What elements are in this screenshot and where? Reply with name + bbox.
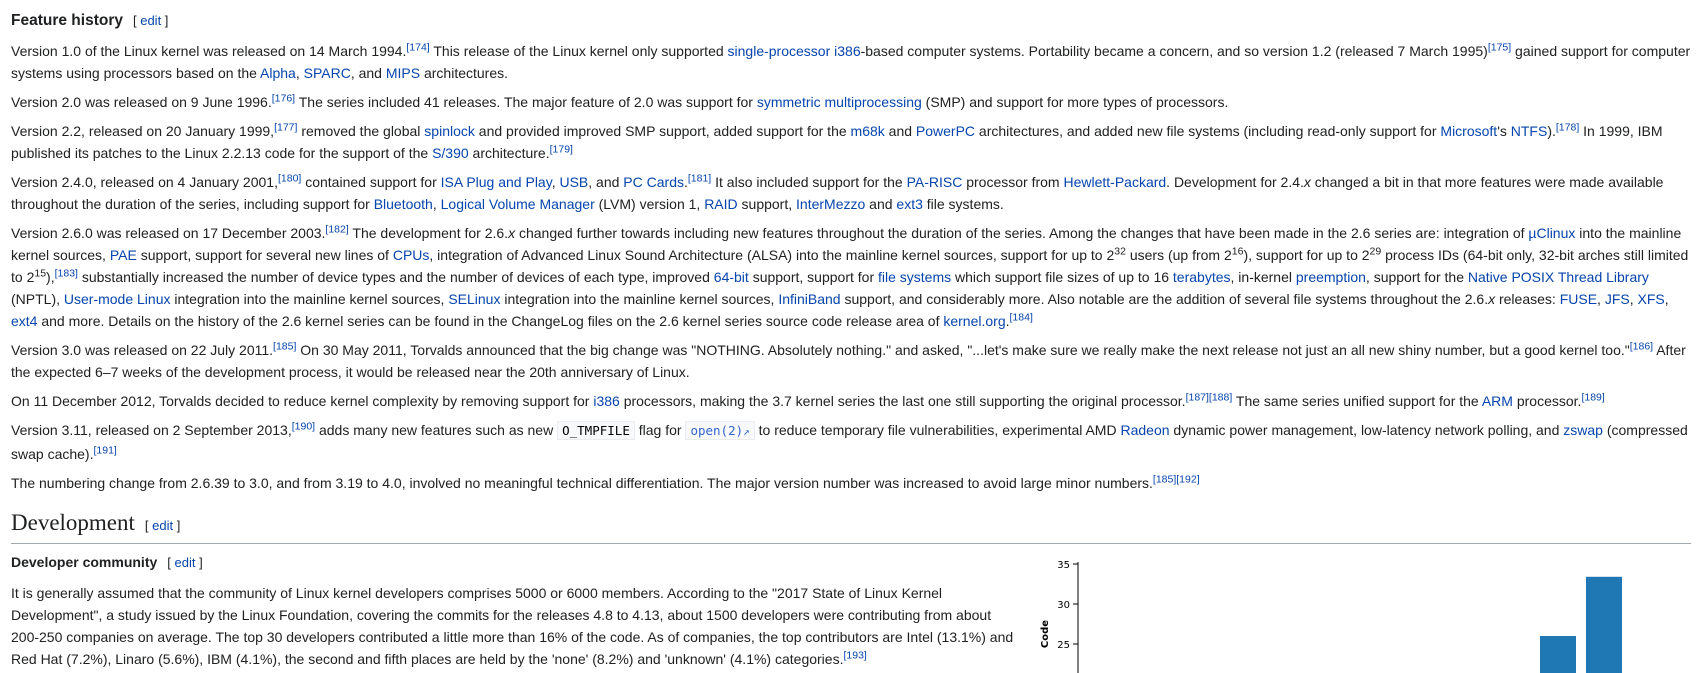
text: changed a bit in that more features were made available throughout the duration of the series, including support for <box>11 174 1664 212</box>
ref <box>1630 340 1653 352</box>
feature-history-heading <box>11 10 1691 32</box>
ref <box>1556 121 1579 133</box>
text: Version 2.6.0 was released on 17 December 2003. <box>11 225 326 241</box>
ref-link[interactable]: [178] <box>1555 121 1580 134</box>
text: ). <box>1547 123 1556 139</box>
link-pae[interactable]: PAE <box>109 247 137 263</box>
paragraph-v1 <box>11 40 1691 84</box>
text: , integration of Advanced Linux Sound Architecture (ALSA) into the mainline kernel sources, support for up to 2 <box>429 247 1115 263</box>
link-preemption[interactable]: preemption <box>1295 269 1366 285</box>
text: Version 1.0 of the Linux kernel was released on 14 March 1994. <box>11 43 407 59</box>
ref <box>843 649 866 661</box>
paragraph-v26 <box>11 222 1691 332</box>
section-title: Feature history <box>11 12 123 29</box>
text: , in-kernel <box>1230 269 1296 285</box>
text: file systems. <box>922 196 1004 212</box>
ref-link[interactable]: [183] <box>54 267 78 280</box>
ref-link[interactable]: [189] <box>1581 391 1605 404</box>
text: substantially increased the number of device types and the number of devices of each type, improved <box>77 269 714 285</box>
edit-section: [ edit ] <box>132 13 169 28</box>
text: , <box>1597 291 1605 307</box>
ref <box>1186 391 1233 403</box>
text: integration into the mainline kernel sources, <box>170 291 449 307</box>
link-s390[interactable]: S/390 <box>432 145 469 161</box>
developer-community-column <box>11 552 1016 670</box>
ref-link[interactable]: [185] <box>273 340 297 353</box>
edit-section: [ edit ] <box>144 518 181 533</box>
text: . Development for 2.4. <box>1166 174 1304 190</box>
paragraph-v22 <box>11 120 1691 164</box>
text: This release of the Linux kernel only supported <box>429 43 728 59</box>
exponent: 15 <box>34 267 47 280</box>
link-selinux[interactable]: SELinux <box>448 291 501 307</box>
text: , support for the <box>1365 269 1468 285</box>
text: 's <box>1497 123 1511 139</box>
development-heading <box>11 508 1691 544</box>
text: . <box>683 174 688 190</box>
link-arm[interactable]: ARM <box>1481 393 1513 409</box>
ref-link[interactable]: [179] <box>549 143 573 156</box>
text: and <box>865 196 897 212</box>
exponent: 16 <box>1231 245 1244 258</box>
paragraph-v2 <box>11 91 1691 113</box>
link-64-bit[interactable]: 64-bit <box>713 269 749 285</box>
text: into the mainline kernel sources, <box>11 225 1682 263</box>
text: Version 2.0 was released on 9 June 1996. <box>11 94 272 110</box>
external-link-open[interactable] <box>685 421 754 440</box>
text: (NPTL), <box>11 291 64 307</box>
link-cpus[interactable]: CPUs <box>392 247 430 263</box>
ref-link[interactable]: [184] <box>1009 311 1033 324</box>
ref <box>93 444 116 456</box>
section-title: Development <box>11 510 135 535</box>
developer-community-heading <box>11 552 1016 573</box>
link-lvm[interactable]: Logical Volume Manager <box>440 196 595 212</box>
text: ), <box>46 269 55 285</box>
text: In 1999, IBM published its patches to the Linux 2.2.13 code for the support of the <box>11 123 1663 161</box>
link-infiniband[interactable]: InfiniBand <box>778 291 841 307</box>
link-raid[interactable]: RAID <box>704 196 738 212</box>
text: Version 2.2, released on 20 January 1999, <box>11 123 275 139</box>
ref <box>1581 391 1604 403</box>
link-isa-pnp[interactable]: ISA Plug and Play <box>440 174 552 190</box>
text: ), support for up to 2 <box>1243 247 1370 263</box>
link-ntfs[interactable]: NTFS <box>1510 123 1548 139</box>
link-microsoft[interactable]: Microsoft <box>1440 123 1498 139</box>
link-m68k[interactable]: m68k <box>850 123 885 139</box>
link-spinlock[interactable]: spinlock <box>424 123 475 139</box>
link-jfs[interactable]: JFS <box>1604 291 1630 307</box>
link-file-systems[interactable]: file systems <box>878 269 952 285</box>
ref-link[interactable]: [176] <box>271 92 296 105</box>
link-terabytes[interactable]: terabytes <box>1172 269 1231 285</box>
link-bluetooth[interactable]: Bluetooth <box>373 196 433 212</box>
paragraph-i386-removal <box>11 390 1691 412</box>
text: users (up from 2 <box>1125 247 1232 263</box>
text: flag for <box>634 422 686 438</box>
text: process IDs (64-bit only, 32-bit arches still limited to 2 <box>11 247 1689 285</box>
text: It also included support for the <box>711 174 907 190</box>
text: to reduce temporary file vulnerabilities, experimental AMD <box>754 422 1121 438</box>
text: , <box>551 174 560 190</box>
ref <box>273 340 296 352</box>
y-axis-label: Code <box>1040 619 1051 649</box>
text: architectures. <box>420 65 509 81</box>
ref-link[interactable]: [187] <box>1185 391 1209 404</box>
link-pc-cards[interactable]: PC Cards <box>623 174 684 190</box>
text: Version 3.11, released on 2 September 2013, <box>11 422 292 438</box>
text: (compressed swap cache). <box>11 422 1688 462</box>
link-i386-2[interactable]: i386 <box>593 393 620 409</box>
text: (SMP) and support for more types of processors. <box>921 94 1229 110</box>
ref <box>688 172 711 184</box>
link-intermezzo[interactable]: InterMezzo <box>796 196 866 212</box>
text: processor from <box>962 174 1064 190</box>
external-link-icon: ↗ <box>743 425 750 438</box>
link-nptl[interactable]: Native POSIX Thread Library <box>1467 269 1649 285</box>
ref <box>325 223 348 235</box>
text: removed the global <box>297 123 425 139</box>
link-pa-risc[interactable]: PA-RISC <box>906 174 963 190</box>
bar <box>1586 577 1622 673</box>
exponent: 32 <box>1114 245 1126 258</box>
text: x <box>508 225 516 241</box>
text: processor. <box>1512 393 1582 409</box>
ref <box>274 121 297 133</box>
link-smp[interactable]: symmetric multiprocessing <box>756 94 922 110</box>
ref-link[interactable]: [191] <box>93 444 117 457</box>
link-alpha[interactable]: Alpha <box>260 65 296 81</box>
ref <box>1153 473 1200 485</box>
text: x <box>1303 174 1311 190</box>
ref-link[interactable]: [177] <box>274 121 298 134</box>
text: , and <box>588 174 624 190</box>
link-powerpc[interactable]: PowerPC <box>915 123 976 139</box>
text: . <box>1005 313 1010 329</box>
link-hp[interactable]: Hewlett-Packard <box>1063 174 1167 190</box>
y-tick-label: 30 <box>1057 600 1070 611</box>
text: , <box>1664 291 1669 307</box>
text: On 11 December 2012, Torvalds decided to reduce kernel complexity by removing support for <box>11 393 594 409</box>
link-fuse[interactable]: FUSE <box>1559 291 1598 307</box>
link-kernel-org[interactable]: kernel.org <box>943 313 1006 329</box>
text: which support file sizes of up to 16 <box>951 269 1173 285</box>
text: support, <box>737 196 797 212</box>
text: , <box>295 65 304 81</box>
paragraph-v24 <box>11 171 1691 215</box>
ref-link[interactable]: [181] <box>687 172 712 185</box>
link-ext3[interactable]: ext3 <box>896 196 923 212</box>
edit-link[interactable]: edit <box>152 518 174 533</box>
text: The series included 41 releases. The major feature of 2.0 was support for <box>295 94 757 110</box>
ref-link[interactable]: [182] <box>325 223 349 236</box>
bar <box>1540 636 1576 673</box>
text: On 30 May 2011, Torvalds announced that the big change was "NOTHING. Absolutely nothing." and asked, "...let's make sure we really make the next release not just an all new shiny number, but a good kernel too." <box>296 342 1630 358</box>
text: support, support for <box>748 269 878 285</box>
exponent: 29 <box>1369 245 1382 258</box>
link-zswap[interactable]: zswap <box>1563 422 1603 438</box>
text: architectures, and added new file systems (including read-only support for <box>975 123 1441 139</box>
ref-link[interactable]: [188] <box>1208 391 1233 404</box>
text: adds many new features such as new <box>315 422 558 438</box>
y-tick-label: 25 <box>1057 640 1070 651</box>
ref-link[interactable]: [192] <box>1176 473 1200 486</box>
code-o-tmpfile: O_TMPFILE <box>557 421 635 440</box>
edit-link[interactable]: edit <box>174 555 196 570</box>
text: support, support for several new lines of <box>136 247 393 263</box>
ref-link[interactable]: [185] <box>1152 473 1177 486</box>
text: Version 3.0 was released on 22 July 2011. <box>11 342 274 358</box>
contributions-bar-chart <box>1028 556 1668 673</box>
ref <box>1488 41 1511 53</box>
text: architecture. <box>468 145 550 161</box>
external-link-label: open(2) <box>690 423 744 438</box>
link-uclinux[interactable]: µClinux <box>1528 225 1576 241</box>
ref-link[interactable]: [175] <box>1487 41 1512 54</box>
ref-link[interactable]: [193] <box>843 649 867 662</box>
link-single-processor[interactable]: single-processor <box>727 43 831 59</box>
ref-link[interactable]: [186] <box>1629 340 1654 353</box>
text: contained support for <box>301 174 441 190</box>
text: dynamic power management, low-latency network polling, and <box>1169 422 1564 438</box>
text: , <box>1629 291 1638 307</box>
text: The same series unified support for the <box>1232 393 1482 409</box>
text: After the expected 6–7 weeks of the development process, it would be released near the 20th anniversary of Linux. <box>11 342 1686 380</box>
text: processors, making the 3.7 kernel series the last one still supporting the original processor. <box>619 393 1186 409</box>
link-uml[interactable]: User-mode Linux <box>63 291 171 307</box>
text: integration into the mainline kernel sources, <box>500 291 779 307</box>
ref-link[interactable]: [190] <box>291 420 316 433</box>
ref-link[interactable]: [180] <box>277 172 302 185</box>
paragraph-v311 <box>11 419 1691 465</box>
text: , and <box>350 65 386 81</box>
ref <box>272 92 295 104</box>
link-mips[interactable]: MIPS <box>385 65 421 81</box>
text: and provided improved SMP support, added support for the <box>474 123 851 139</box>
text: The numbering change from 2.6.39 to 3.0, and from 3.19 to 4.0, involved no meaningful technical differentiation. The major version number was increased to avoid large minor numbers. <box>11 475 1153 491</box>
paragraph-community <box>11 582 1016 670</box>
y-tick-label: 35 <box>1057 560 1070 571</box>
edit-link[interactable]: edit <box>140 13 162 28</box>
text: support, and considerably more. Also notable are the addition of several file systems throughout the 2.6. <box>840 291 1489 307</box>
paragraph-v30 <box>11 339 1691 383</box>
link-i386[interactable]: i386 <box>834 43 861 59</box>
ref <box>550 143 573 155</box>
ref <box>406 41 429 53</box>
text: , <box>432 196 441 212</box>
text: gained support for computer systems using processors based on the <box>11 43 1691 81</box>
text: The development for 2.6. <box>348 225 509 241</box>
text: and <box>884 123 916 139</box>
text: It is generally assumed that the community of Linux kernel developers comprises 5000 or 6000 members. According to the "2017 State of Linux Kernel Development", a study issued by the Linux Foundation, covering the commits for the releases 4.8 to 4.13, about 1500 developers were contributing from about 200-250 companies on average. The top 30 developers contributed a little more than 16% of the code. As of companies, the top contributors are Intel (13.1%) and Red Hat (7.2%), Linaro (5.6%), IBM (4.1%), the second and fifth places are held by the 'none' (8.2%) and 'unknown' (4.1%) categories. <box>11 585 1014 667</box>
link-sparc[interactable]: SPARC <box>303 65 351 81</box>
text: x <box>1488 291 1496 307</box>
ref <box>1010 311 1033 323</box>
text: changed further towards including new features throughout the duration of the series. Among the changes that have been made in the 2.6 series are: integration of <box>515 225 1529 241</box>
text: -based computer systems. Portability became a concern, and so version 1.2 (released 7 March 1995) <box>860 43 1488 59</box>
link-ext4[interactable]: ext4 <box>11 313 38 329</box>
link-xfs[interactable]: XFS <box>1637 291 1665 307</box>
text: and more. Details on the history of the 2.6 kernel series can be found in the ChangeLog files on the 2.6 kernel series source code release area of <box>37 313 944 329</box>
paragraph-numbering <box>11 472 1691 494</box>
text: Version 2.4.0, released on 4 January 2001, <box>11 174 278 190</box>
ref <box>292 420 315 432</box>
ref <box>55 267 78 279</box>
edit-section: [ edit ] <box>167 555 203 570</box>
ref-link[interactable]: [174] <box>406 41 430 54</box>
link-usb[interactable]: USB <box>559 174 589 190</box>
text: releases: <box>1495 291 1560 307</box>
text: (LVM) version 1, <box>594 196 705 212</box>
ref <box>278 172 301 184</box>
subsection-title: Developer community <box>11 554 158 570</box>
link-radeon[interactable]: Radeon <box>1120 422 1170 438</box>
